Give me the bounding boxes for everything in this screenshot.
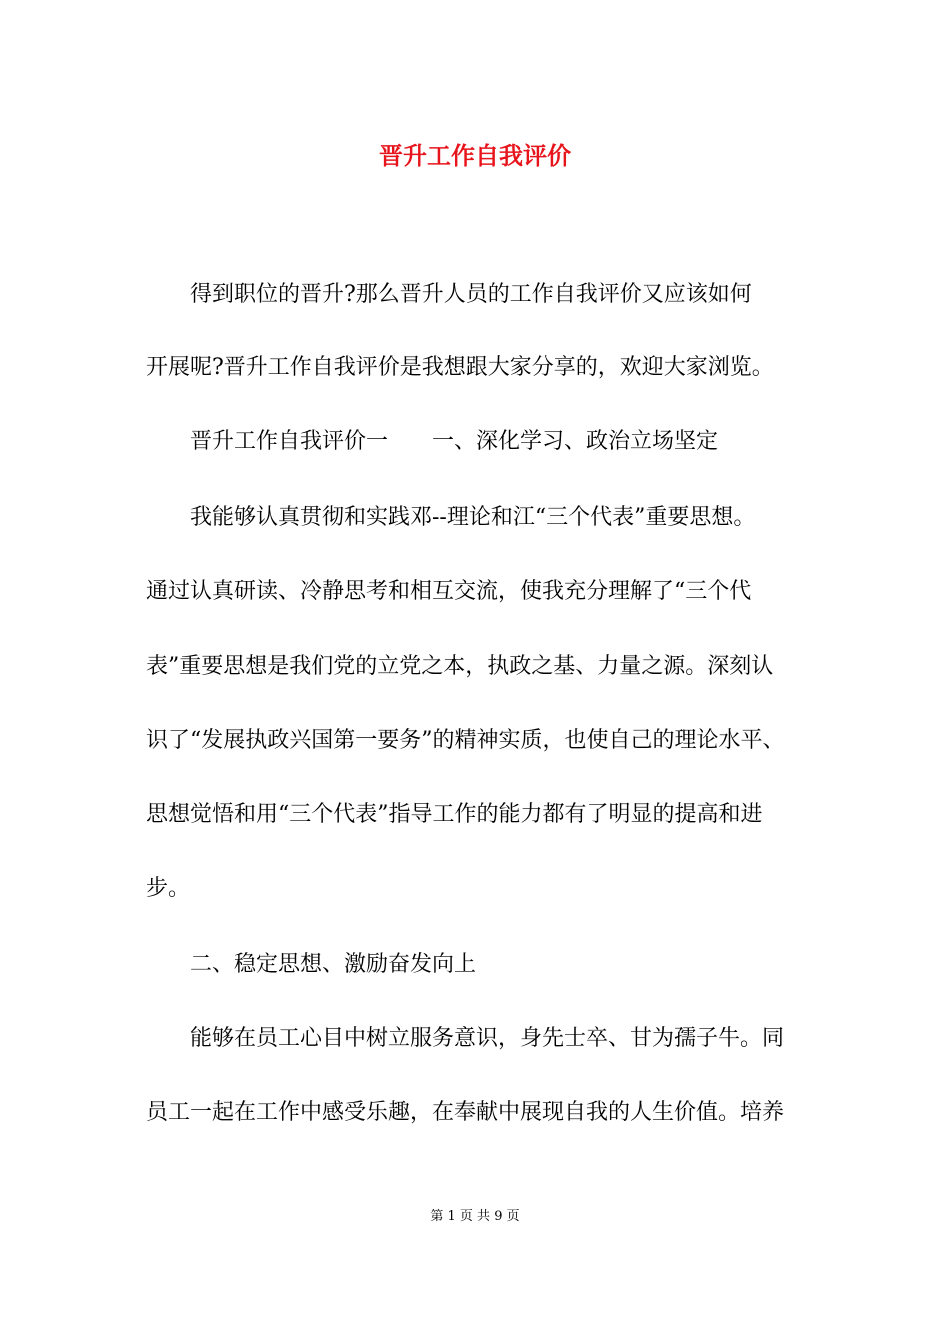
paragraph-line: 我能够认真贯彻和实践邓--理论和江“三个代表”重要思想。 (146, 505, 756, 530)
paragraph-line: 晋升工作自我评价一 一、深化学习、政治立场坚定 (146, 429, 719, 454)
paragraph-line: 员工一起在工作中感受乐趣，在奉献中展现自我的人生价值。培养 (146, 1100, 785, 1125)
paragraph-line: 得到职位的晋升?那么晋升人员的工作自我评价又应该如何 (146, 282, 752, 307)
paragraph-line: 通过认真研读、冷静思考和相互交流，使我充分理解了“三个代 (146, 579, 752, 604)
paragraph-line: 识了“发展执政兴国第一要务”的精神实质，也使自己的理论水平、 (146, 728, 785, 753)
paragraph-line: 表”重要思想是我们党的立党之本，执政之基、力量之源。深刻认 (146, 654, 774, 679)
document-title: 晋升工作自我评价 (379, 141, 571, 170)
paragraph-line: 思想觉悟和用“三个代表”指导工作的能力都有了明显的提高和进 (146, 802, 763, 827)
paragraph-line: 开展呢?晋升工作自我评价是我想跟大家分享的，欢迎大家浏览。 (146, 355, 774, 380)
page-number: 第 1 页 共 9 页 (430, 1209, 520, 1224)
paragraph-line: 步。 (146, 876, 191, 901)
paragraph-line: 二、稳定思想、激励奋发向上 (146, 952, 477, 977)
paragraph-line: 能够在员工心目中树立服务意识，身先士卒、甘为孺子牛。同 (146, 1026, 785, 1051)
